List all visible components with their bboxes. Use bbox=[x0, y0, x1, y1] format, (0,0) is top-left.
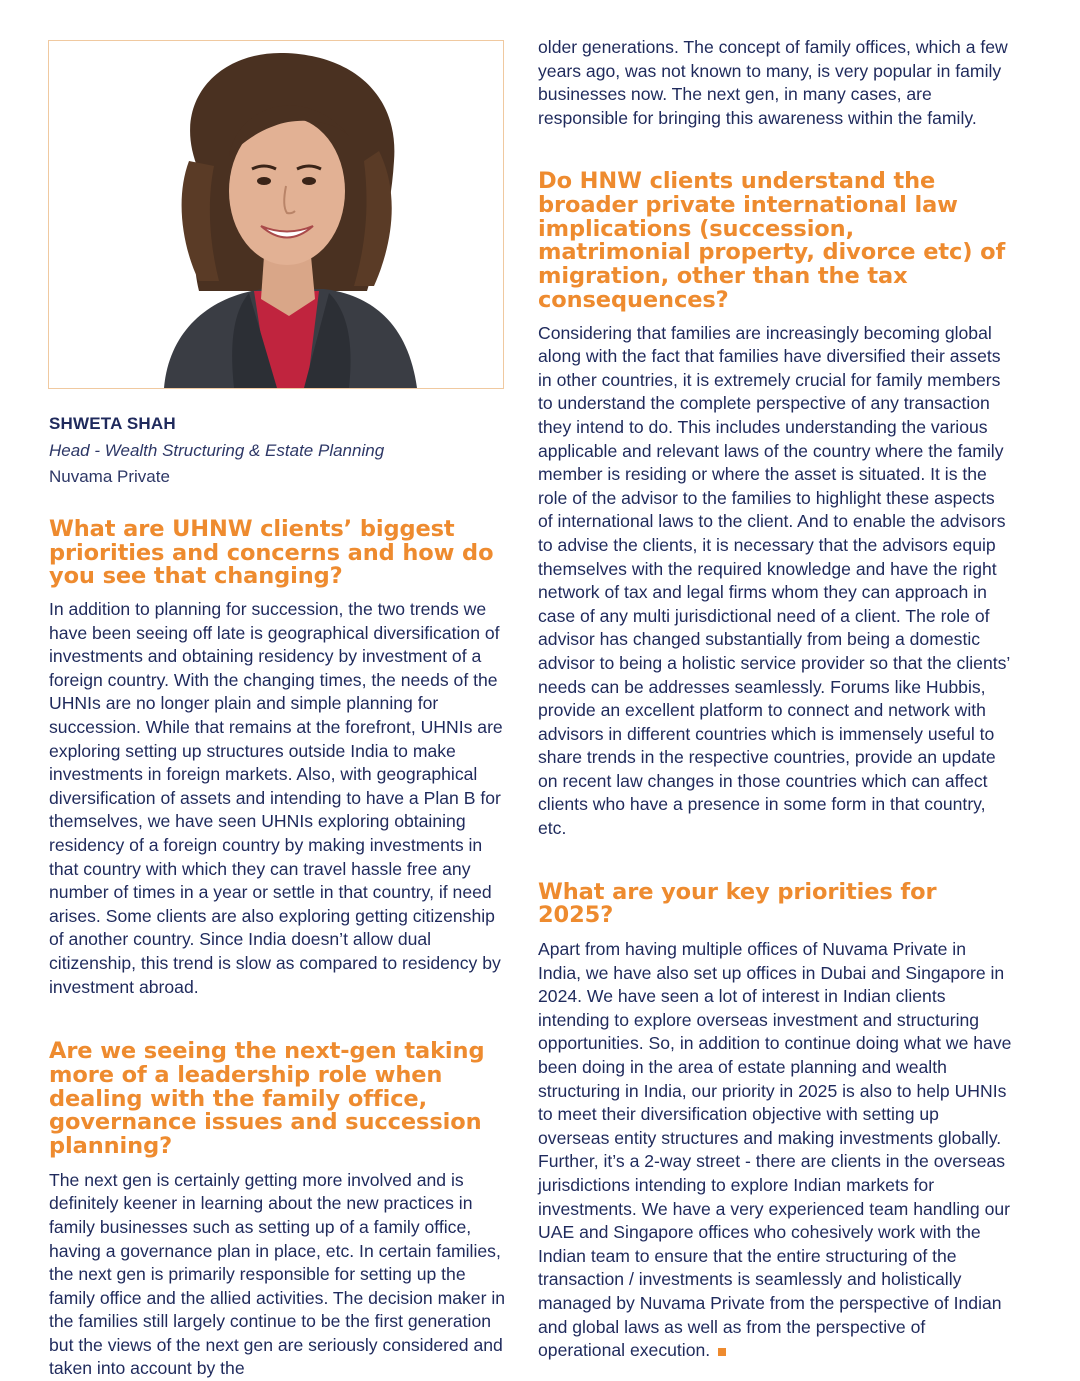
answer-uhnw-priorities: In addition to planning for succession, the two trends we have been seeing off late is geographical diversification of investments and obtaining residency by investment of a foreign country. With the changing times, the needs of the UHNIs are no longer plain and simple planning for succession. While that remains at the forefront, UHNIs are exploring setting up structures outside India to make investments in foreign markets. Also, with geographical diversification of assets and intending to have a Plan B for themselves, we have seen UHNIs exploring obtaining residency of a foreign country by making investments in that country with which they can travel hassle free any number of times in a year or settle in that country, if need arises. Some clients are also exploring getting citizenship of another country. Since India doesn’t allow dual citizenship, this trend is slow as compared to residency by investment abroad. bbox=[49, 599, 503, 997]
left-column bbox=[49, 518, 513, 1381]
author-byline bbox=[49, 414, 505, 487]
question-international-law: Do HNW clients understand the broader private international law implications (succession, matrimonial property, divorce etc) of migration, other than the tax consequences? bbox=[538, 168, 1006, 313]
right-column bbox=[538, 36, 1012, 1363]
author-title: Head - Wealth Structuring & Estate Planning bbox=[49, 441, 385, 460]
answer-international-law: Considering that families are increasingly becoming global along with the fact that families have diversified their assets in other countries, it is extremely crucial for family members to understand the complete perspective of any transaction they intend to do. This includes understanding the various applicable and relevant laws of the country where the family member is residing or where the asset is situated. It is the role of the advisor to the families to highlight these aspects of international laws to the client. And to enable the advisors to advise the clients, it is necessary that the advisors equip themselves with the required knowledge and have the right network of tax and legal firms whom they can approach in case of any multi jurisdictional need of a client. The role of advisor has changed substantially from being a domestic advisor to being a holistic service provider so that the clients’ needs can be addresses seamlessly. Forums like Hubbis, provide an excellent platform to connect and network with advisors in different countries which is immensely useful to share trends in the respective countries, provide an update on recent law changes in those countries which can affect clients who have a presence in some form in that country, etc. bbox=[538, 322, 1010, 839]
article-end-mark bbox=[718, 1348, 726, 1356]
author-organization: Nuvama Private bbox=[49, 467, 170, 486]
portrait-illustration bbox=[49, 41, 503, 388]
answer-priorities-2025-text: Apart from having multiple offices of Nuvama Private in India, we have also set up offices in Dubai and Singapore in 2024. We have seen a lot of interest in Indian clients intending to explore overseas investment and structuring opportunities. So, in addition to continue doing what we have been doing in the area of estate planning and wealth structuring in India, our priority in 2025 is also to help UHNIs to meet their diversification objective with setting up overseas entity structures and making investments globally. Further, it’s a 2-way street - there are clients in the overseas jurisdictions intending to explore Indian markets for investments. We have a very experienced team handling our UAE and Singapore offices who cohesively work with the Indian team to ensure that the entire structuring of the transaction / investments is seamlessly and holistically managed by Nuvama Private from the perspective of Indian and global laws as well as from the perspective of operational execution. bbox=[538, 939, 1012, 1361]
portrait-photo bbox=[48, 40, 504, 389]
answer-next-gen-leadership: The next gen is certainly getting more involved and is definitely keener in learning about the new practices in family businesses such as setting up of a family office, having a governance plan in place, etc. In certain families, the next gen is primarily responsible for setting up the family office and the allied activities. The decision maker in the families still largely continue to be the first generation but the views of the next gen are seriously considered and taken into account by the bbox=[49, 1169, 506, 1379]
answer-next-gen-continued: older generations. The concept of family offices, which a few years ago, was not known to many, is very popular in family businesses now. The next gen, in many cases, are responsible for bringing this awareness within the family. bbox=[538, 37, 1008, 128]
question-next-gen-leadership: Are we seeing the next-gen taking more of a leadership role when dealing with the family office, governance issues and succession planning? bbox=[49, 1038, 485, 1160]
question-priorities-2025: What are your key priorities for 2025? bbox=[538, 878, 937, 929]
question-uhnw-priorities: What are UHNW clients’ biggest priorities and concerns and how do you see that changing? bbox=[49, 516, 494, 590]
answer-priorities-2025 bbox=[538, 938, 1012, 1363]
author-name: SHWETA SHAH bbox=[49, 414, 176, 433]
